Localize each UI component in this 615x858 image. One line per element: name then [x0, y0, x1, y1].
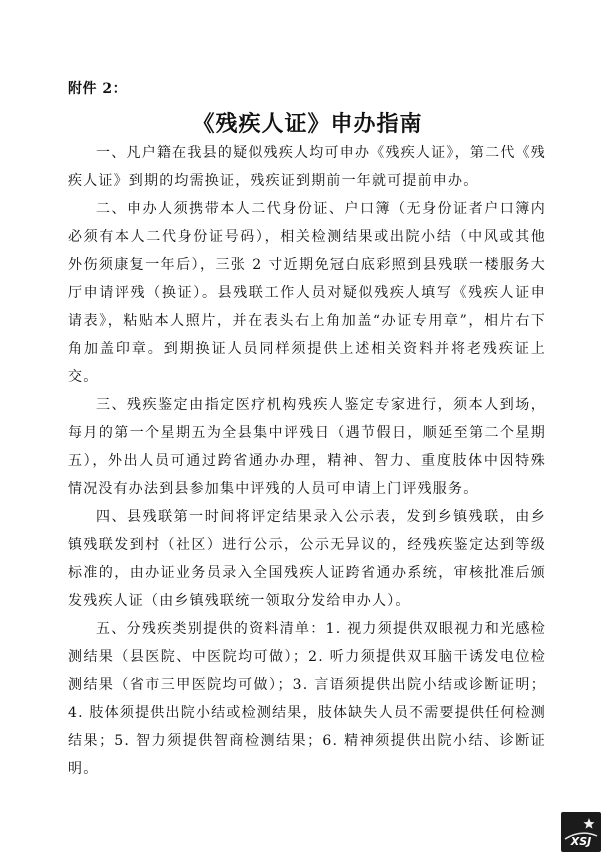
paragraph-4: 四、县残联第一时间将评定结果录入公示表，发到乡镇残联，由乡镇残联发到村（社区）进行公示，公示无异议的，经残疾鉴定达到等级标准的，由办证业务员录入全国残疾人证跨省通办系统，审核批准后颁发残疾人证（由乡镇残联统一领取分发给申办人）。 [68, 509, 546, 609]
attachment-label: 附件 2： [68, 81, 128, 97]
page-title: 《残疾人证》申办指南 [192, 111, 423, 137]
watermark-logo-icon [561, 812, 601, 852]
paragraph-3: 三、残疾鉴定由指定医疗机构残疾人鉴定专家进行，须本人到场，每月的第一个星期五为全县集中评残日（遇节假日，顺延至第二个星期五），外出人员可通过跨省通办办理，精神、智力、重度肢体中因特殊情况没有办法到县参加集中评残的人员可申请上门评残服务。 [68, 397, 546, 497]
svg-text:XSJ: XSJ [570, 835, 592, 848]
paragraph-2: 二、申办人须携带本人二代身份证、户口簿（无身份证者户口簿内必须有本人二代身份证号码），相关检测结果或出院小结（中风或其他外伤须康复一年后），三张 2 寸近期免冠白底彩照到县残联一楼服务大厅申请评残（换证）。县残联工作人员对疑似残疾人填写《残疾人证申请表》，粘贴本人照片，并在表头右上角加盖“办证专用章”，相片右下角加盖印章。到期换证人员同样须提供上述相关资料并将老残疾证上交。 [68, 201, 546, 385]
document-body [68, 139, 546, 783]
paragraph-5: 五、分残疾类别提供的资料清单：1. 视力须提供双眼视力和光感检测结果（县医院、中医院均可做）；2. 听力须提供双耳脑干诱发电位检测结果（省市三甲医院均可做）；3. 言语须提供出院小结或诊断证明；4. 肢体须提供出院小结或检测结果，肢体缺失人员不需要提供任何检测结果；5. 智力须提供智商检测结果；6. 精神须提供出院小结、诊断证明。 [68, 621, 546, 777]
paragraph-1: 一、凡户籍在我县的疑似残疾人均可申办《残疾人证》，第二代《残疾人证》到期的均需换证，残疾证到期前一年就可提前申办。 [68, 145, 546, 189]
